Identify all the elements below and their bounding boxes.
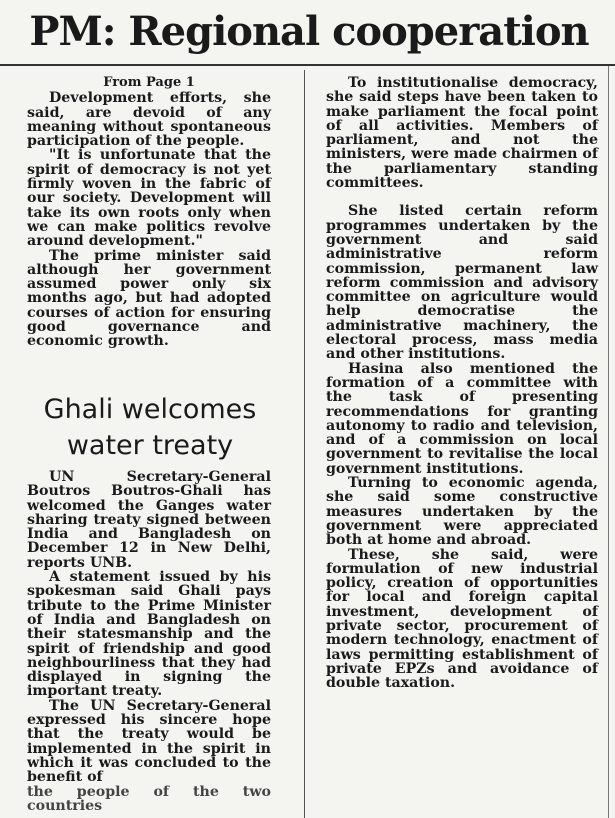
clipped-line: the people of the two countries: [27, 783, 271, 814]
story-paragraph: To institutionalise democracy, she said steps have been taken to make parliament the focal point of all activities. Members of parliament, and not the ministers, were made chairmen of the parliamentary standing committees.: [326, 75, 598, 192]
story-paragraph: The UN Secretary-General expressed his sincere hope that the treaty would be implemented in the spirit in which it was concluded to the benefit of: [27, 697, 271, 786]
story-paragraph: Turning to economic agenda, she said some constructive measures undertaken by the government were appreciated both at home and abroad.: [326, 475, 598, 549]
headline-rule: [0, 64, 615, 66]
story-paragraph: "It is unfortunate that the spirit of democracy is not yet firmly woven in the fabric of our society. Development will take its own roots only when we can make politics revolve around development.": [27, 147, 271, 250]
story-paragraph: She listed certain reform programmes undertaken by the government and said administrative reform commission, permanent law reform commission and advisory committee on agriculture would help democratise the administrative machinery, the electoral process, mass media and other institutions.: [326, 203, 598, 363]
paragraph-gap: [326, 190, 598, 204]
story-paragraph: Development efforts, she said, are devoid of any meaning without spontaneous participation of the people.: [27, 90, 271, 150]
second-headline-line1: Ghali welcomes: [43, 394, 257, 425]
story-paragraph: A statement issued by his spokesman said Ghali pays tribute to the Prime Minister of India and Bangladesh on their statesmanship and the spirit of friendship and good neighbourliness that they had displayed in signing the important treaty.: [27, 569, 271, 700]
left-column-story: [27, 76, 271, 349]
second-story-body: [27, 470, 271, 813]
right-column-story: [326, 76, 598, 690]
second-story-headline: [16, 392, 284, 464]
column-divider: [304, 70, 305, 818]
right-border: [608, 66, 609, 818]
story-paragraph: Hasina also mentioned the formation of a committee with the task of presenting recommendations for granting autonomy to radio and television, and of a commission on local government to revitalise the local government institutions.: [326, 360, 598, 477]
dateline: From Page 1: [103, 75, 195, 90]
story-paragraph: The prime minister said although her government assumed power only six months ago, but had adopted courses of action for ensuring good governance and economic growth.: [27, 247, 271, 350]
story-paragraph: UN Secretary-General Boutros Boutros-Ghali has welcomed the Ganges water sharing treaty signed between India and Bangladesh on December 12 in New Delhi, reports UNB.: [27, 469, 271, 571]
main-headline: PM: Regional cooperation: [29, 8, 589, 55]
story-paragraph: These, she said, were formulation of new industrial policy, creation of opportunities for local and foreign capital investment, development of private sector, procurement of modern technology, enactment of laws permitting establishment of private EPZs and avoidance of double taxation.: [326, 546, 598, 692]
second-headline-line2: water treaty: [66, 430, 234, 461]
